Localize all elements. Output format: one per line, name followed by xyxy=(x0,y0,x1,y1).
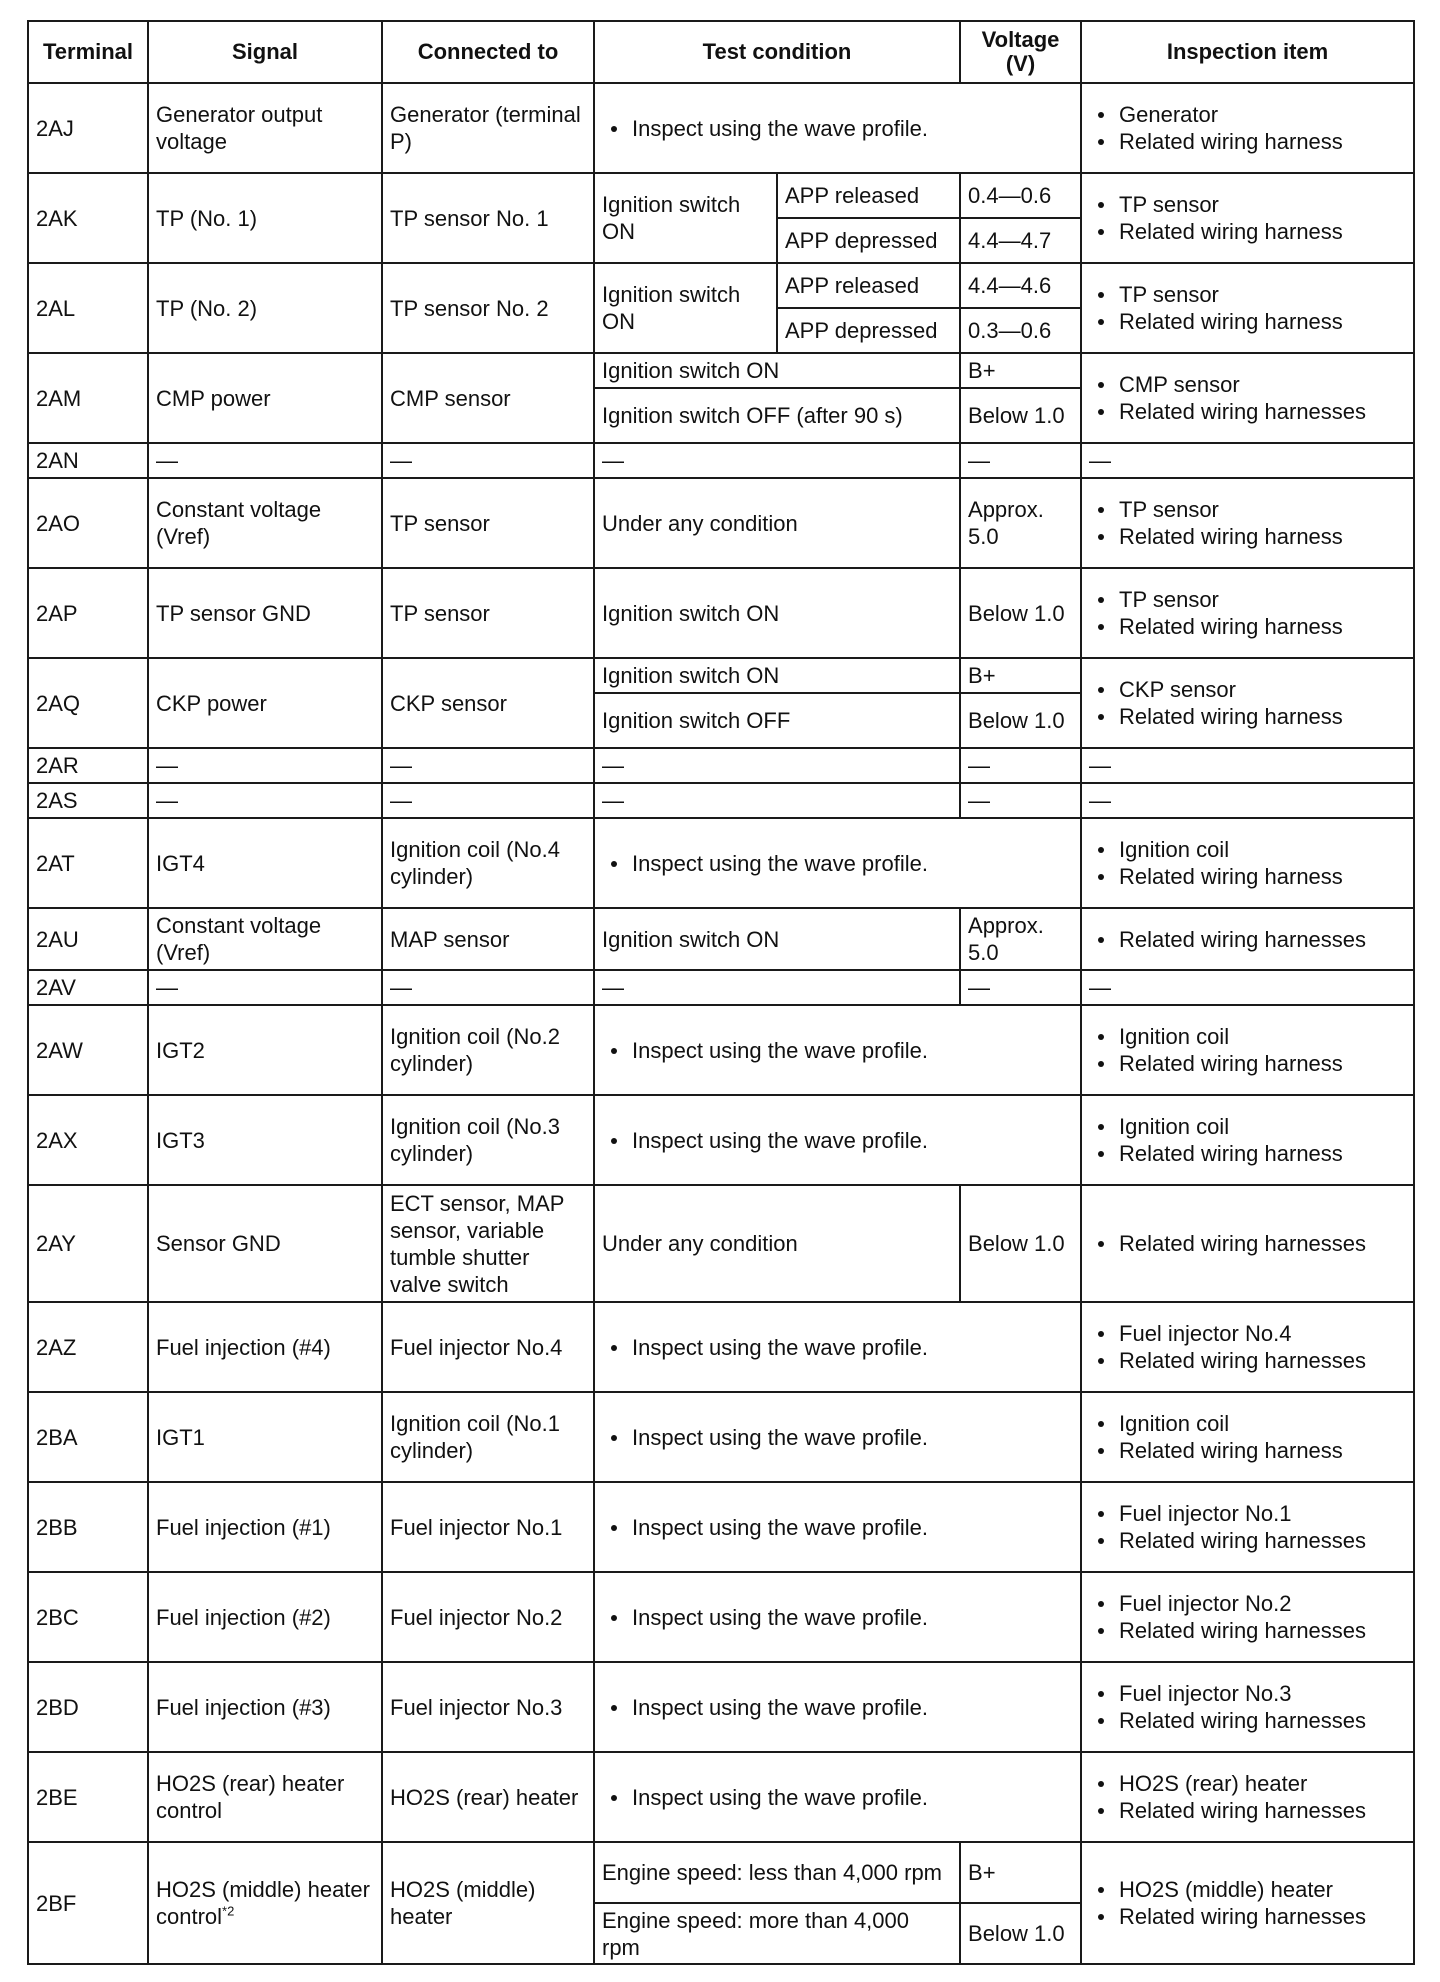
header-inspection-item: Inspection item xyxy=(1081,21,1414,83)
connected-cell: Ignition coil (No.1 cylinder) xyxy=(382,1392,594,1482)
inspection-item: TP sensor xyxy=(1089,496,1406,523)
inspection-item: HO2S (middle) heater xyxy=(1089,1876,1406,1903)
inspection-item: Related wiring harnesses xyxy=(1089,1347,1406,1374)
inspection-item: Fuel injector No.3 xyxy=(1089,1680,1406,1707)
inspection-item: Related wiring harnesses xyxy=(1089,1230,1406,1257)
inspection-item: Related wiring harness xyxy=(1089,1140,1406,1167)
inspection-cell xyxy=(1081,818,1414,908)
connected-cell: TP sensor No. 2 xyxy=(382,263,594,353)
voltage-cell: 0.3—0.6 xyxy=(960,308,1081,353)
signal-cell: TP (No. 1) xyxy=(148,173,382,263)
voltage-cell: Below 1.0 xyxy=(960,1903,1081,1964)
inspection-cell xyxy=(1081,1185,1414,1302)
inspection-cell xyxy=(1081,1572,1414,1662)
inspection-item: Related wiring harness xyxy=(1089,218,1406,245)
test-condition-cell xyxy=(594,1005,1081,1095)
signal-cell: Fuel injection (#2) xyxy=(148,1572,382,1662)
test-condition-cell xyxy=(594,1572,1081,1662)
test-condition-cell: Engine speed: less than 4,000 rpm xyxy=(594,1842,960,1903)
inspection-cell xyxy=(1081,658,1414,748)
inspection-cell xyxy=(1081,1005,1414,1095)
wave-profile-note: Inspect using the wave profile. xyxy=(602,1694,1073,1721)
inspection-item: Ignition coil xyxy=(1089,1410,1406,1437)
terminal-cell: 2AL xyxy=(28,263,148,353)
table-row xyxy=(28,1095,1414,1185)
signal-cell: CKP power xyxy=(148,658,382,748)
table-row xyxy=(28,748,1414,783)
signal-cell: — xyxy=(148,443,382,478)
signal-cell: Fuel injection (#4) xyxy=(148,1302,382,1392)
signal-cell: IGT2 xyxy=(148,1005,382,1095)
inspection-item: Generator xyxy=(1089,101,1406,128)
test-condition-cell xyxy=(594,1095,1081,1185)
connected-cell: Fuel injector No.2 xyxy=(382,1572,594,1662)
inspection-cell: — xyxy=(1081,748,1414,783)
table-row xyxy=(28,1302,1414,1392)
wave-profile-note: Inspect using the wave profile. xyxy=(602,1334,1073,1361)
voltage-cell: — xyxy=(960,443,1081,478)
inspection-cell xyxy=(1081,1302,1414,1392)
inspection-item: Fuel injector No.1 xyxy=(1089,1500,1406,1527)
wave-profile-note: Inspect using the wave profile. xyxy=(602,1784,1073,1811)
signal-cell: Constant voltage (Vref) xyxy=(148,478,382,568)
wave-profile-note: Inspect using the wave profile. xyxy=(602,1514,1073,1541)
terminal-cell: 2AX xyxy=(28,1095,148,1185)
signal-cell: — xyxy=(148,748,382,783)
terminal-cell: 2AZ xyxy=(28,1302,148,1392)
connected-cell: Fuel injector No.3 xyxy=(382,1662,594,1752)
connected-cell: Fuel injector No.1 xyxy=(382,1482,594,1572)
signal-cell: TP (No. 2) xyxy=(148,263,382,353)
table-row xyxy=(28,783,1414,818)
inspection-item: Related wiring harness xyxy=(1089,523,1406,550)
header-voltage-unit: (V) xyxy=(1005,51,1036,76)
connected-cell: — xyxy=(382,748,594,783)
voltage-cell: — xyxy=(960,970,1081,1005)
inspection-item: Related wiring harnesses xyxy=(1089,1617,1406,1644)
inspection-item: Related wiring harness xyxy=(1089,613,1406,640)
inspection-item: Related wiring harnesses xyxy=(1089,1797,1406,1824)
test-condition-cell: Ignition switch ON xyxy=(594,263,777,353)
table-row xyxy=(28,353,1414,388)
table-row xyxy=(28,1752,1414,1842)
voltage-cell: 4.4—4.6 xyxy=(960,263,1081,308)
inspection-cell xyxy=(1081,1392,1414,1482)
table-row xyxy=(28,1572,1414,1662)
inspection-cell xyxy=(1081,173,1414,263)
inspection-cell xyxy=(1081,478,1414,568)
inspection-cell xyxy=(1081,353,1414,443)
inspection-cell xyxy=(1081,1662,1414,1752)
inspection-cell xyxy=(1081,83,1414,173)
test-condition-cell: — xyxy=(594,970,960,1005)
voltage-cell: 0.4—0.6 xyxy=(960,173,1081,218)
connected-cell: TP sensor xyxy=(382,478,594,568)
header-test-condition: Test condition xyxy=(594,21,960,83)
signal-cell: IGT4 xyxy=(148,818,382,908)
test-condition-cell xyxy=(594,83,1081,173)
signal-cell: Fuel injection (#3) xyxy=(148,1662,382,1752)
connected-cell: CKP sensor xyxy=(382,658,594,748)
inspection-item: Fuel injector No.4 xyxy=(1089,1320,1406,1347)
connected-cell: HO2S (rear) heater xyxy=(382,1752,594,1842)
signal-cell: HO2S (rear) heater control xyxy=(148,1752,382,1842)
terminal-spec-page xyxy=(27,20,1413,1965)
connected-cell: ECT sensor, MAP sensor, variable tumble shutter valve switch xyxy=(382,1185,594,1302)
wave-profile-note: Inspect using the wave profile. xyxy=(602,1037,1073,1064)
sub-condition-cell: APP depressed xyxy=(777,308,960,353)
table-row xyxy=(28,908,1414,970)
terminal-spec-table xyxy=(27,20,1415,1965)
inspection-item: Ignition coil xyxy=(1089,1023,1406,1050)
table-row xyxy=(28,1482,1414,1572)
wave-profile-note: Inspect using the wave profile. xyxy=(602,850,1073,877)
terminal-cell: 2AY xyxy=(28,1185,148,1302)
inspection-item: CKP sensor xyxy=(1089,676,1406,703)
table-row xyxy=(28,658,1414,693)
table-row xyxy=(28,1185,1414,1302)
connected-cell: HO2S (middle) heater xyxy=(382,1842,594,1964)
terminal-cell: 2AQ xyxy=(28,658,148,748)
sub-condition-cell: APP depressed xyxy=(777,218,960,263)
table-row xyxy=(28,83,1414,173)
terminal-cell: 2AM xyxy=(28,353,148,443)
inspection-item: TP sensor xyxy=(1089,281,1406,308)
signal-cell: — xyxy=(148,783,382,818)
terminal-cell: 2AJ xyxy=(28,83,148,173)
inspection-item: Related wiring harnesses xyxy=(1089,1527,1406,1554)
inspection-cell: — xyxy=(1081,970,1414,1005)
terminal-cell: 2AV xyxy=(28,970,148,1005)
header-voltage xyxy=(960,21,1081,83)
inspection-item: HO2S (rear) heater xyxy=(1089,1770,1406,1797)
inspection-cell xyxy=(1081,1482,1414,1572)
terminal-cell: 2AN xyxy=(28,443,148,478)
wave-profile-note: Inspect using the wave profile. xyxy=(602,1127,1073,1154)
voltage-cell: B+ xyxy=(960,1842,1081,1903)
inspection-cell xyxy=(1081,1842,1414,1964)
test-condition-cell: — xyxy=(594,748,960,783)
voltage-cell: Below 1.0 xyxy=(960,693,1081,748)
inspection-item: Related wiring harness xyxy=(1089,703,1406,730)
test-condition-cell: — xyxy=(594,783,960,818)
signal-text: HO2S (middle) heater control xyxy=(156,1877,370,1929)
terminal-cell: 2BA xyxy=(28,1392,148,1482)
terminal-cell: 2AO xyxy=(28,478,148,568)
test-condition-cell: Under any condition xyxy=(594,478,960,568)
wave-profile-note: Inspect using the wave profile. xyxy=(602,115,1073,142)
table-row xyxy=(28,173,1414,218)
terminal-cell: 2BD xyxy=(28,1662,148,1752)
inspection-item: TP sensor xyxy=(1089,586,1406,613)
signal-cell: Fuel injection (#1) xyxy=(148,1482,382,1572)
test-condition-cell: — xyxy=(594,443,960,478)
table-header-row xyxy=(28,21,1414,83)
header-voltage-label: Voltage xyxy=(981,27,1060,52)
table-row xyxy=(28,1005,1414,1095)
connected-cell: — xyxy=(382,970,594,1005)
voltage-cell: B+ xyxy=(960,658,1081,693)
table-row xyxy=(28,478,1414,568)
test-condition-cell: Under any condition xyxy=(594,1185,960,1302)
test-condition-cell: Ignition switch ON xyxy=(594,658,960,693)
inspection-item: Related wiring harness xyxy=(1089,863,1406,890)
connected-cell: TP sensor xyxy=(382,568,594,658)
table-row xyxy=(28,568,1414,658)
test-condition-cell: Engine speed: more than 4,000 rpm xyxy=(594,1903,960,1964)
inspection-item: Ignition coil xyxy=(1089,836,1406,863)
test-condition-cell xyxy=(594,1662,1081,1752)
signal-cell: Sensor GND xyxy=(148,1185,382,1302)
signal-cell: Generator output voltage xyxy=(148,83,382,173)
table-row xyxy=(28,263,1414,308)
test-condition-cell xyxy=(594,818,1081,908)
terminal-cell: 2AT xyxy=(28,818,148,908)
voltage-cell: Approx. 5.0 xyxy=(960,908,1081,970)
table-row xyxy=(28,1392,1414,1482)
voltage-cell: Below 1.0 xyxy=(960,1185,1081,1302)
test-condition-cell: Ignition switch ON xyxy=(594,908,960,970)
inspection-cell xyxy=(1081,568,1414,658)
inspection-item: Related wiring harness xyxy=(1089,1050,1406,1077)
table-row xyxy=(28,970,1414,1005)
inspection-cell xyxy=(1081,263,1414,353)
voltage-cell: Below 1.0 xyxy=(960,568,1081,658)
table-row xyxy=(28,1842,1414,1903)
connected-cell: Generator (terminal P) xyxy=(382,83,594,173)
connected-cell: CMP sensor xyxy=(382,353,594,443)
connected-cell: Ignition coil (No.3 cylinder) xyxy=(382,1095,594,1185)
header-connected-to: Connected to xyxy=(382,21,594,83)
inspection-item: Related wiring harnesses xyxy=(1089,1707,1406,1734)
inspection-item: Related wiring harness xyxy=(1089,1437,1406,1464)
connected-cell: Fuel injector No.4 xyxy=(382,1302,594,1392)
signal-cell: Constant voltage (Vref) xyxy=(148,908,382,970)
inspection-item: Ignition coil xyxy=(1089,1113,1406,1140)
signal-cell: CMP power xyxy=(148,353,382,443)
inspection-cell xyxy=(1081,1752,1414,1842)
table-row xyxy=(28,443,1414,478)
voltage-cell: — xyxy=(960,783,1081,818)
inspection-cell: — xyxy=(1081,443,1414,478)
terminal-cell: 2AU xyxy=(28,908,148,970)
inspection-item: Related wiring harnesses xyxy=(1089,1903,1406,1930)
test-condition-cell xyxy=(594,1482,1081,1572)
test-condition-cell: Ignition switch OFF xyxy=(594,693,960,748)
signal-cell xyxy=(148,1842,382,1964)
inspection-item: Related wiring harness xyxy=(1089,308,1406,335)
inspection-cell xyxy=(1081,908,1414,970)
inspection-item: Related wiring harnesses xyxy=(1089,926,1406,953)
connected-cell: MAP sensor xyxy=(382,908,594,970)
inspection-item: Related wiring harness xyxy=(1089,128,1406,155)
inspection-item: TP sensor xyxy=(1089,191,1406,218)
terminal-cell: 2BE xyxy=(28,1752,148,1842)
terminal-cell: 2AS xyxy=(28,783,148,818)
terminal-cell: 2BB xyxy=(28,1482,148,1572)
terminal-cell: 2AW xyxy=(28,1005,148,1095)
inspection-item: Fuel injector No.2 xyxy=(1089,1590,1406,1617)
terminal-cell: 2BC xyxy=(28,1572,148,1662)
signal-cell: — xyxy=(148,970,382,1005)
terminal-cell: 2AK xyxy=(28,173,148,263)
test-condition-cell xyxy=(594,1752,1081,1842)
connected-cell: — xyxy=(382,443,594,478)
connected-cell: Ignition coil (No.4 cylinder) xyxy=(382,818,594,908)
wave-profile-note: Inspect using the wave profile. xyxy=(602,1604,1073,1631)
connected-cell: Ignition coil (No.2 cylinder) xyxy=(382,1005,594,1095)
signal-cell: IGT1 xyxy=(148,1392,382,1482)
terminal-cell: 2BF xyxy=(28,1842,148,1964)
inspection-cell: — xyxy=(1081,783,1414,818)
table-row xyxy=(28,818,1414,908)
test-condition-cell: Ignition switch ON xyxy=(594,173,777,263)
signal-cell: TP sensor GND xyxy=(148,568,382,658)
connected-cell: — xyxy=(382,783,594,818)
voltage-cell: Below 1.0 xyxy=(960,388,1081,443)
signal-cell: IGT3 xyxy=(148,1095,382,1185)
header-signal: Signal xyxy=(148,21,382,83)
voltage-cell: — xyxy=(960,748,1081,783)
voltage-cell: 4.4—4.7 xyxy=(960,218,1081,263)
inspection-item: Related wiring harnesses xyxy=(1089,398,1406,425)
table-row xyxy=(28,1662,1414,1752)
terminal-cell: 2AR xyxy=(28,748,148,783)
sub-condition-cell: APP released xyxy=(777,263,960,308)
wave-profile-note: Inspect using the wave profile. xyxy=(602,1424,1073,1451)
test-condition-cell: Ignition switch ON xyxy=(594,353,960,388)
voltage-cell: B+ xyxy=(960,353,1081,388)
voltage-cell: Approx. 5.0 xyxy=(960,478,1081,568)
connected-cell: TP sensor No. 1 xyxy=(382,173,594,263)
inspection-item: CMP sensor xyxy=(1089,371,1406,398)
header-terminal: Terminal xyxy=(28,21,148,83)
footnote-marker: *2 xyxy=(222,1903,235,1919)
inspection-cell xyxy=(1081,1095,1414,1185)
test-condition-cell: Ignition switch OFF (after 90 s) xyxy=(594,388,960,443)
terminal-cell: 2AP xyxy=(28,568,148,658)
test-condition-cell xyxy=(594,1392,1081,1482)
test-condition-cell xyxy=(594,1302,1081,1392)
test-condition-cell: Ignition switch ON xyxy=(594,568,960,658)
sub-condition-cell: APP released xyxy=(777,173,960,218)
